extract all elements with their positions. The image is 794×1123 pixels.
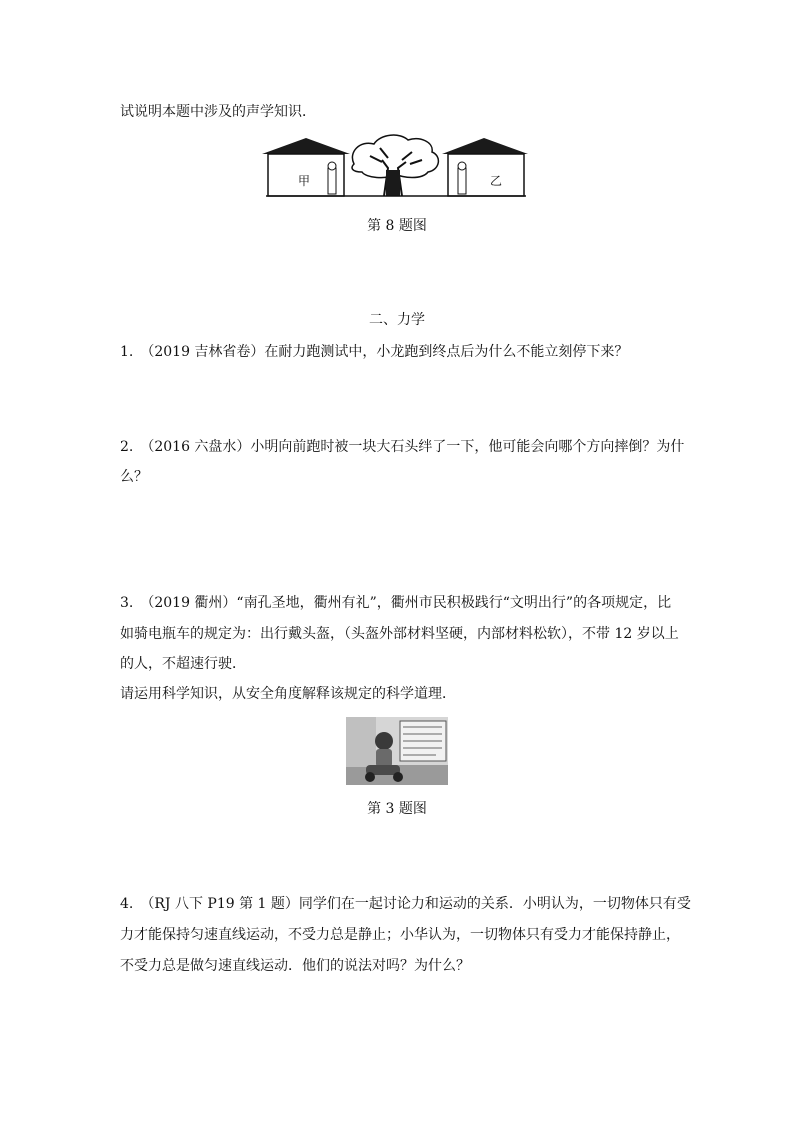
question-3-line-1: 3. （2019 衢州）“南孔圣地，衢州有礼”，衢州市民积极践行“文明出行”的各项规定，比 [120, 595, 672, 611]
figure-8-houses-tree [262, 134, 530, 198]
figure-3-scooter-helmet-image [346, 717, 448, 785]
question-1-line-1: 1. （2019 吉林省卷）在耐力跑测试中，小龙跑到终点后为什么不能立刻停下来？ [120, 344, 629, 360]
intro-line: 试说明本题中涉及的声学知识． [120, 104, 316, 120]
question-2-line-2: 么？ [120, 469, 148, 485]
question-3-line-4: 请运用科学知识，从安全角度解释该规定的科学道理． [120, 686, 456, 702]
house-left-label: 甲 [298, 174, 311, 188]
figure-8-caption: 第 8 题图 [367, 218, 427, 234]
question-3-line-3: 的人，不超速行驶． [120, 656, 246, 672]
question-3-line-2: 如骑电瓶车的规定为：出行戴头盔，（头盔外部材料坚硬，内部材料松软），不带 12 岁以上 [120, 626, 679, 642]
figure-3-caption: 第 3 题图 [367, 801, 427, 817]
question-4-line-2: 力才能保持匀速直线运动，不受力总是静止；小华认为，一切物体只有受力才能保持静止， [120, 927, 680, 943]
question-4-line-1: 4. （RJ 八下 P19 第 1 题）同学们在一起讨论力和运动的关系．小明认为，一切物体只有受 [120, 896, 691, 912]
section-title: 二、力学 [369, 312, 425, 328]
question-4-line-3: 不受力总是做匀速直线运动．他们的说法对吗？为什么？ [120, 958, 470, 974]
house-right-label: 乙 [490, 174, 503, 188]
question-2-line-1: 2. （2016 六盘水）小明向前跑时被一块大石头绊了一下，他可能会向哪个方向摔倒？为什 [120, 439, 685, 455]
